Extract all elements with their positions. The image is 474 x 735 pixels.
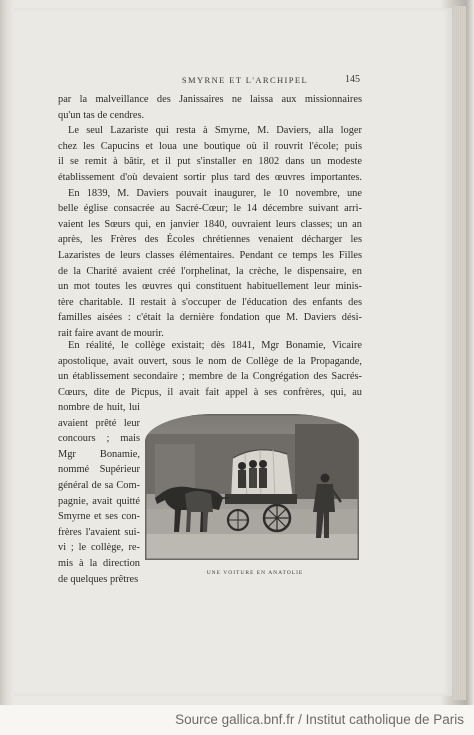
text-line: frères l'avaient sui- — [58, 526, 140, 538]
text-line: En réalité, le collège existait; dès 1841, Mgr Bonamie, Vicaire — [68, 340, 362, 351]
text-line: de la Charité avaient créé l'orphelinat, la crèche, le dispensaire, en — [58, 265, 362, 277]
text-line: Smyrne et ses con- — [58, 511, 140, 523]
text-line: qu'un tas de cendres. — [58, 109, 145, 121]
text-line: rait faire avant de mourir. — [58, 327, 164, 339]
body-text — [58, 92, 362, 342]
text-line: général de sa Com- — [58, 479, 140, 491]
narrow-column — [58, 400, 140, 587]
source-footer — [0, 705, 474, 735]
text-line: après, les Frères des Écoles chrétiennes venaient décharger les — [58, 234, 362, 246]
text-line: de quelques prêtres — [58, 573, 139, 585]
body-text-2 — [58, 338, 362, 400]
text-line: Le seul Lazariste qui resta à Smyrne, M. Daviers, alla loger — [68, 125, 362, 137]
text-line: vaient les Sœurs qui, en janvier 1840, ouvraient leurs classes; un an — [58, 218, 362, 230]
text-line: Cœurs, dite de Picpus, il avait fait appel à ses confrères, qui, au — [58, 386, 362, 398]
text-line: avaient prêté leur — [58, 417, 140, 429]
page-number: 145 — [345, 74, 360, 85]
text-line: apostolique, avait ouvert, sous le nom de Collège de la Propagande, — [58, 355, 362, 367]
text-line: Lazaristes de leurs classes élémentaires. Pendant ce temps les Filles — [58, 249, 362, 261]
text-line: chez les Capucins et loua une boutique où il rouvrit l'école; puis — [58, 140, 362, 152]
source-credit: Source gallica.bnf.fr / Institut catholique de Paris — [175, 712, 464, 727]
text-line: nommé Supérieur — [58, 464, 140, 476]
text-line: il se remit à bâtir, et il put s'installer en 1802 dans un modeste — [58, 156, 362, 168]
text-line: vi ; le collège, re- — [58, 542, 140, 554]
text-line: mis à la direction — [58, 557, 140, 569]
wagon-photo — [145, 414, 359, 560]
text-line: un établissement secondaire ; membre de la Congrégation des Sacrés- — [58, 371, 362, 383]
text-line: Mgr Bonamie, — [58, 448, 140, 460]
wagon-photo-illustration — [145, 414, 359, 560]
text-line: belle église consacrée au Sacré-Cœur; le 14 décembre suivant arri- — [58, 203, 362, 215]
text-line: tère charitable. Il restait à s'occuper de l'éducation des enfants des — [58, 296, 362, 308]
text-line: par la malveillance des Janissaires ne laissa aux missionnaires — [58, 94, 362, 105]
text-line: pagnie, avait quitté — [58, 495, 140, 507]
text-line: concours ; mais — [58, 433, 140, 445]
text-line: un mot toutes les œuvres qui constituent habituellement leur minis- — [58, 281, 362, 293]
figure-caption: UNE VOITURE EN ANATOLIE — [206, 570, 304, 576]
text-line: établissement d'où devaient sortir plus tard des œuvres importantes. — [58, 171, 362, 183]
running-head: SMYRNE ET L'ARCHIPEL — [181, 75, 309, 85]
page-edge — [452, 6, 466, 700]
text-line: nombre de huit, lui — [58, 402, 140, 413]
text-line: familles aisées : c'était la dernière fondation que M. Daviers dési- — [58, 312, 362, 324]
text-line: En 1839, M. Daviers pouvait inaugurer, le 10 novembre, une — [68, 187, 362, 199]
